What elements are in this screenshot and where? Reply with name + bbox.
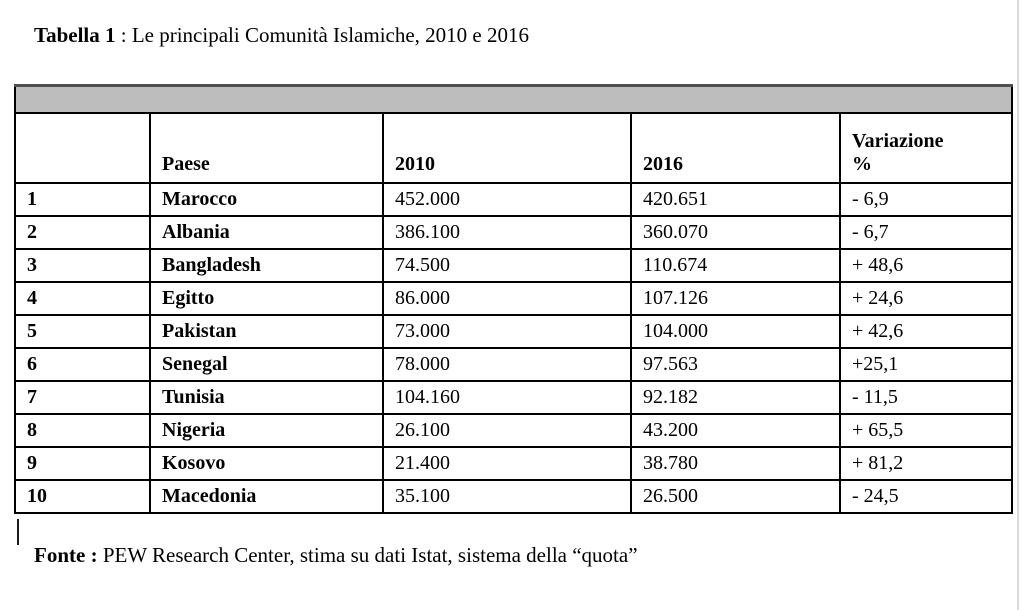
table-row [15, 216, 1012, 249]
value-2016-cell: 26.500 [631, 480, 840, 513]
variation-cell: +25,1 [840, 348, 1012, 381]
variation-cell: - 24,5 [840, 480, 1012, 513]
value-2010-cell: 73.000 [383, 315, 631, 348]
value-2010-cell: 74.500 [383, 249, 631, 282]
value-2016-cell: 104.000 [631, 315, 840, 348]
variation-cell: - 6,7 [840, 216, 1012, 249]
col-header-2016: 2016 [631, 113, 840, 183]
table-row [15, 414, 1012, 447]
table-row [15, 480, 1012, 513]
rank-cell: 10 [15, 480, 150, 513]
table-row [15, 282, 1012, 315]
variation-cell: + 24,6 [840, 282, 1012, 315]
col-header-variazione-line1: Variazione [852, 129, 944, 152]
value-2016-cell: 107.126 [631, 282, 840, 315]
value-2010-cell: 104.160 [383, 381, 631, 414]
rank-cell: 6 [15, 348, 150, 381]
country-cell: Senegal [150, 348, 383, 381]
table-row [15, 381, 1012, 414]
source-note [34, 543, 638, 568]
col-header-rank [15, 113, 150, 183]
stray-border-mark [17, 519, 19, 545]
value-2010-cell: 35.100 [383, 480, 631, 513]
table-row [15, 315, 1012, 348]
rank-cell: 4 [15, 282, 150, 315]
value-2016-cell: 92.182 [631, 381, 840, 414]
value-2010-cell: 452.000 [383, 183, 631, 216]
rank-cell: 5 [15, 315, 150, 348]
rank-cell: 1 [15, 183, 150, 216]
variation-cell: - 11,5 [840, 381, 1012, 414]
variation-cell: + 81,2 [840, 447, 1012, 480]
rank-cell: 9 [15, 447, 150, 480]
col-header-variazione [840, 113, 1012, 183]
col-header-2010: 2010 [383, 113, 631, 183]
table-row [15, 447, 1012, 480]
country-cell: Pakistan [150, 315, 383, 348]
country-cell: Egitto [150, 282, 383, 315]
variation-cell: + 65,5 [840, 414, 1012, 447]
col-header-paese: Paese [150, 113, 383, 183]
table-gray-band [15, 86, 1012, 113]
table-title-label: Tabella 1 [34, 23, 116, 47]
value-2016-cell: 360.070 [631, 216, 840, 249]
value-2016-cell: 38.780 [631, 447, 840, 480]
value-2010-cell: 86.000 [383, 282, 631, 315]
rank-cell: 8 [15, 414, 150, 447]
value-2010-cell: 78.000 [383, 348, 631, 381]
country-cell: Macedonia [150, 480, 383, 513]
value-2010-cell: 386.100 [383, 216, 631, 249]
value-2010-cell: 21.400 [383, 447, 631, 480]
variation-cell: + 48,6 [840, 249, 1012, 282]
table-row [15, 183, 1012, 216]
gray-band-cell [15, 86, 1012, 113]
table-row [15, 249, 1012, 282]
rank-cell: 7 [15, 381, 150, 414]
country-cell: Albania [150, 216, 383, 249]
country-cell: Kosovo [150, 447, 383, 480]
col-header-variazione-line2: % [852, 152, 872, 175]
value-2016-cell: 97.563 [631, 348, 840, 381]
value-2010-cell: 26.100 [383, 414, 631, 447]
country-cell: Tunisia [150, 381, 383, 414]
variation-cell: + 42,6 [840, 315, 1012, 348]
value-2016-cell: 43.200 [631, 414, 840, 447]
table-title [34, 23, 529, 48]
source-note-text: PEW Research Center, stima su dati Istat, sistema della “quota” [97, 543, 638, 567]
rank-cell: 2 [15, 216, 150, 249]
source-note-label: Fonte : [34, 543, 98, 567]
value-2016-cell: 110.674 [631, 249, 840, 282]
table-header-row [15, 113, 1012, 183]
country-cell: Nigeria [150, 414, 383, 447]
variation-cell: - 6,9 [840, 183, 1012, 216]
page-edge-line [1017, 0, 1019, 610]
country-cell: Bangladesh [150, 249, 383, 282]
rank-cell: 3 [15, 249, 150, 282]
table-title-text: : Le principali Comunità Islamiche, 2010 e 2016 [115, 23, 529, 47]
value-2016-cell: 420.651 [631, 183, 840, 216]
table-row [15, 348, 1012, 381]
country-cell: Marocco [150, 183, 383, 216]
communities-table [14, 84, 1013, 514]
